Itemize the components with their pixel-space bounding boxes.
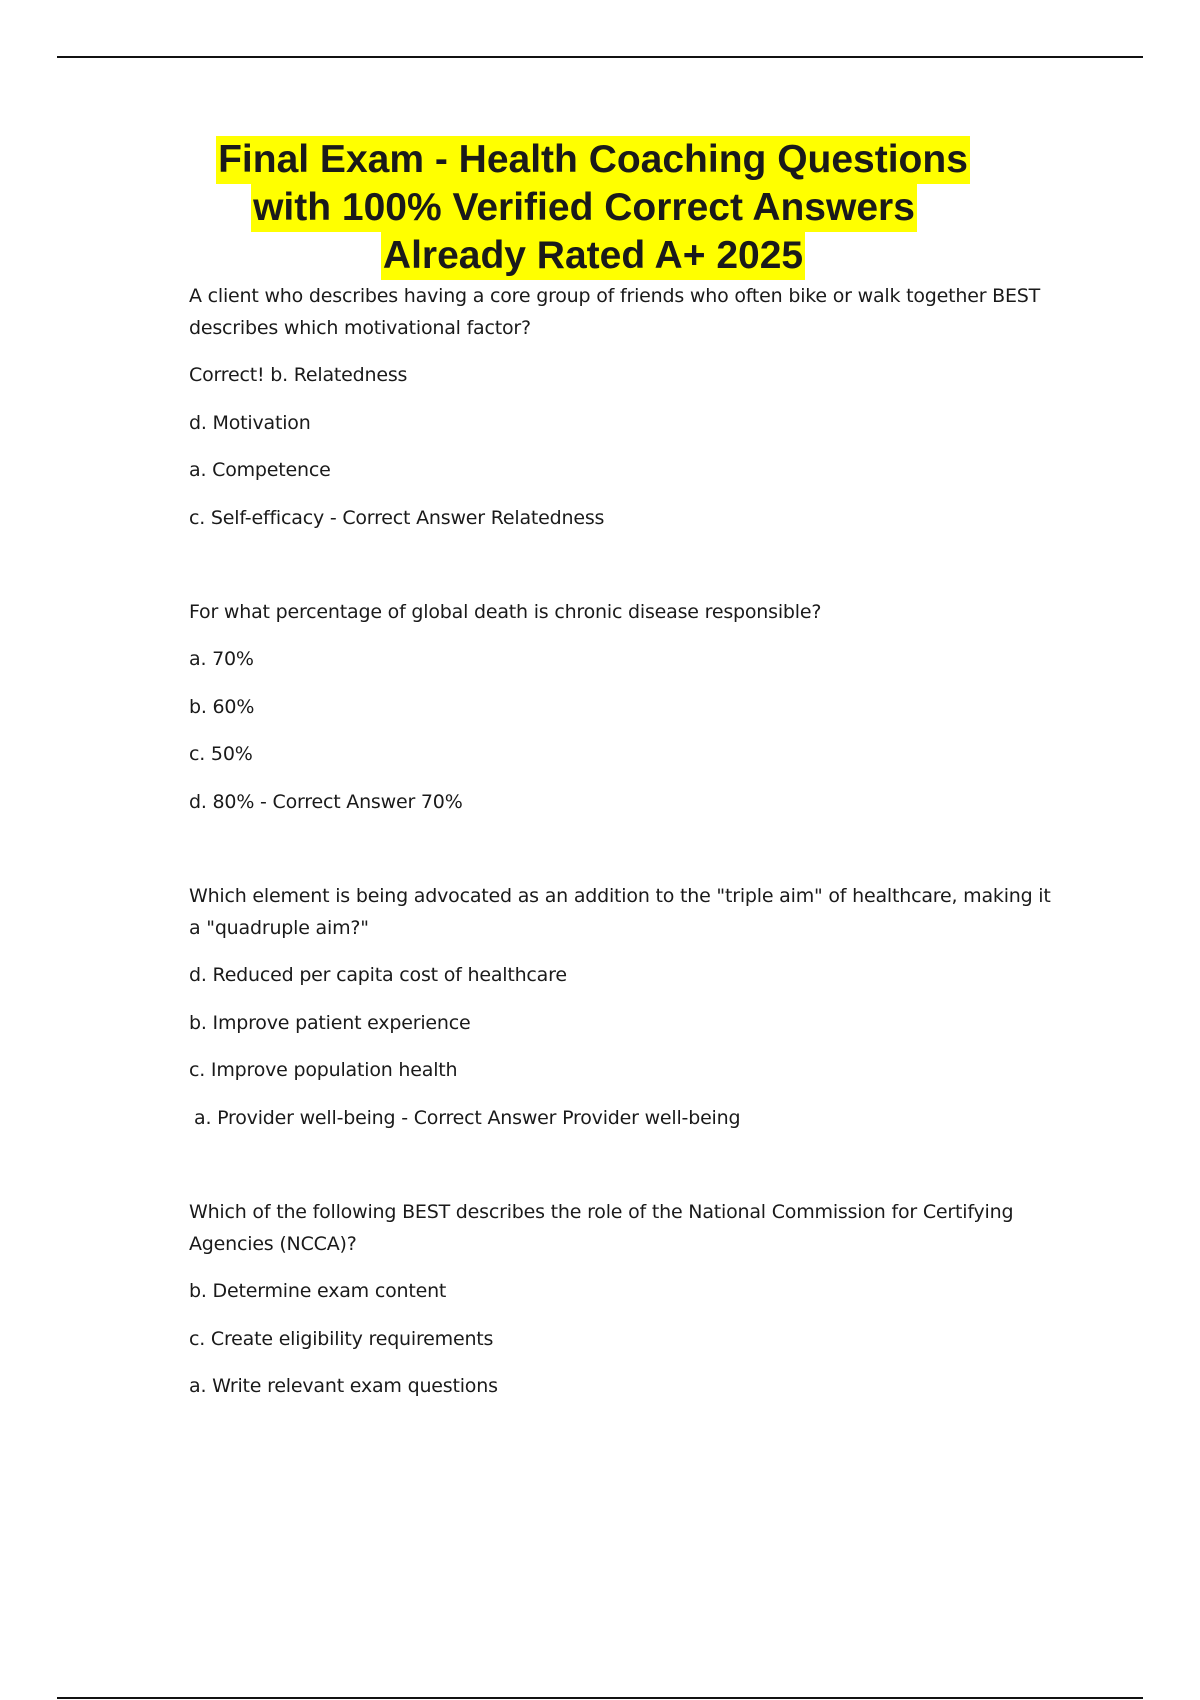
answer-option: a. Provider well-being - Correct Answer Provider well-being (194, 1106, 741, 1129)
question-block-2 (189, 596, 1069, 818)
answer-option: b. Improve patient experience (189, 1011, 471, 1034)
question-text-line: Which of the following BEST describes the role of the National Commission for Certifying (189, 1201, 1014, 1223)
answer-option: Correct! b. Relatedness (189, 364, 408, 386)
answer-option: c. Improve population health (189, 1059, 458, 1081)
question-text-line: A client who describes having a core group of friends who often bike or walk together BEST (189, 285, 1041, 307)
answer-option: c. Self-efficacy - Correct Answer Relatedness (189, 506, 605, 529)
question-block-1 (189, 280, 1069, 534)
question-text-line: For what percentage of global death is chronic disease responsible? (189, 601, 822, 623)
title-line-1: Final Exam - Health Coaching Questions (216, 136, 970, 184)
top-rule (57, 56, 1143, 58)
document-title (0, 136, 1200, 280)
answer-option: a. Competence (189, 459, 331, 481)
answer-option: d. Motivation (189, 411, 311, 434)
question-block-4 (189, 1196, 1069, 1402)
question-text-line: describes which motivational factor? (189, 317, 531, 339)
answer-option: a. Write relevant exam questions (189, 1375, 498, 1397)
title-line-2: with 100% Verified Correct Answers (251, 184, 917, 232)
spacer (189, 833, 1069, 880)
answer-option: c. Create eligibility requirements (189, 1327, 494, 1350)
question-list (189, 280, 1069, 1418)
question-block-3 (189, 880, 1069, 1134)
answer-option: b. 60% (189, 695, 255, 718)
question-text-line: Which element is being advocated as an addition to the "triple aim" of healthcare, making it (189, 885, 1051, 907)
spacer (189, 549, 1069, 596)
answer-option: c. 50% (189, 743, 253, 765)
bottom-rule (57, 1697, 1143, 1699)
question-text-line: Agencies (NCCA)? (189, 1233, 357, 1255)
title-line-3: Already Rated A+ 2025 (381, 232, 805, 280)
answer-option: d. Reduced per capita cost of healthcare (189, 964, 567, 986)
spacer (189, 1149, 1069, 1196)
answer-option: d. 80% - Correct Answer 70% (189, 790, 463, 813)
question-text-line: a "quadruple aim?" (189, 917, 369, 939)
answer-option: a. 70% (189, 648, 254, 670)
answer-option: b. Determine exam content (189, 1280, 447, 1302)
